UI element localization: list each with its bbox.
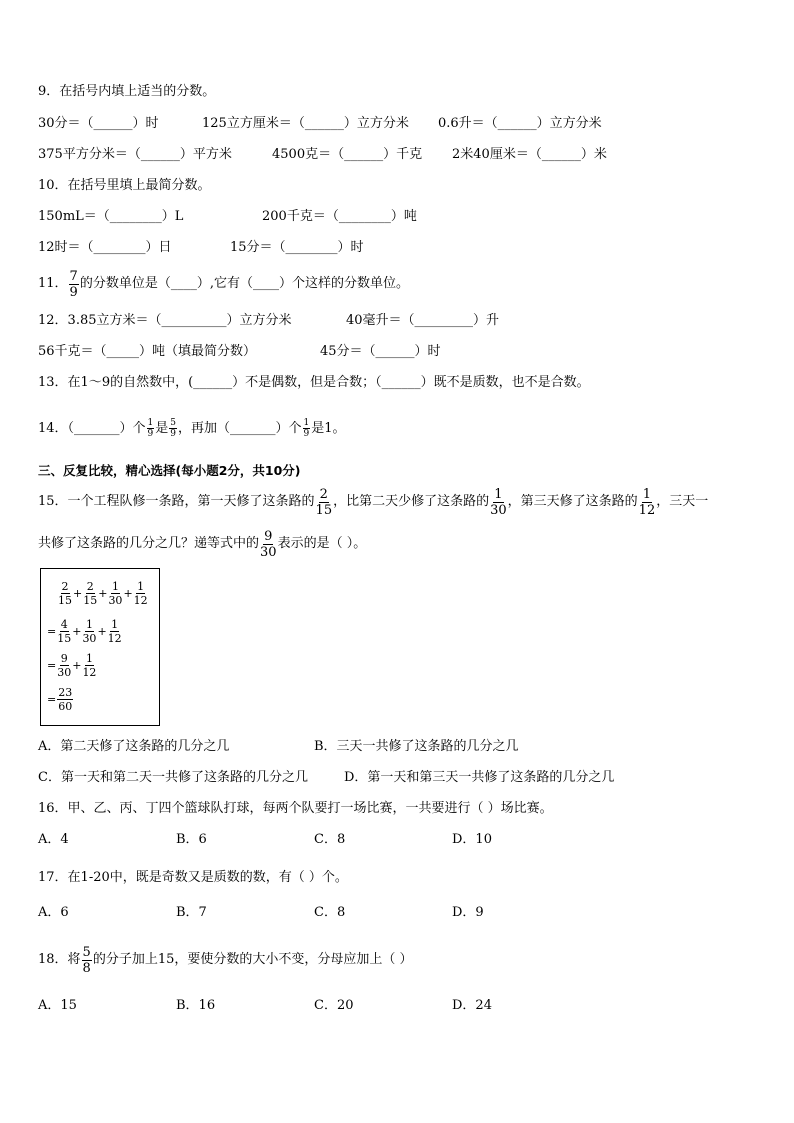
- q15-text: ，比第二天少修了这条路的: [333, 494, 490, 509]
- fraction: $\frac{23}{60}$: [58, 686, 73, 713]
- q15-text: 共修了这条路的几分之几？递等式中的: [38, 536, 260, 551]
- q9-item: 2米40厘米＝（______）米: [452, 147, 607, 162]
- plus-sign: +: [97, 625, 107, 638]
- option-a[interactable]: A．15: [38, 998, 77, 1013]
- plus-sign: +: [72, 625, 82, 638]
- section-title: 三、反复比较，精心选择(每小题2分，共10分): [38, 463, 301, 478]
- q10-title: 10．在括号里填上最简分数。: [38, 178, 211, 193]
- fraction: $\frac{1}{12}$: [638, 486, 656, 518]
- option-a[interactable]: A．6: [38, 905, 69, 920]
- fraction: $\frac{1}{30}$: [82, 618, 97, 645]
- q14-text: ，再加（_______）个: [178, 421, 302, 436]
- q15-line2: [38, 524, 366, 564]
- equals-sign: =: [47, 659, 57, 672]
- q11-text: 的分数单位是（____）,它有（____）个这样的分数单位。: [79, 276, 409, 291]
- q17: 17．在1-20中，既是奇数又是质数的数，有（ ）个。: [38, 870, 348, 885]
- q11-prefix: 11．: [38, 276, 68, 291]
- plus-sign: +: [123, 587, 133, 600]
- q11: [38, 264, 409, 304]
- q12-item: 45分＝（______）时: [320, 344, 441, 359]
- fraction: $\frac{1}{12}$: [133, 580, 148, 607]
- q9-item: 0.6升＝（______）立方分米: [438, 116, 602, 131]
- q15-text: ，第三天修了这条路的: [507, 494, 638, 509]
- option-b[interactable]: B．16: [176, 998, 216, 1013]
- option-d[interactable]: D．第一天和第三天一共修了这条路的几分之几: [344, 770, 615, 785]
- q15-text: ，三天一: [656, 494, 709, 509]
- q9-item: 375平方分米＝（______）平方米: [38, 147, 232, 162]
- q9-item: 4500克＝（______）千克: [272, 147, 423, 162]
- fraction: $\frac{9}{30}$: [57, 652, 72, 679]
- option-b[interactable]: B．7: [176, 905, 207, 920]
- option-a[interactable]: A．4: [38, 832, 69, 847]
- equals-sign: =: [47, 693, 57, 706]
- q14-text: 14．（_______）个: [38, 421, 146, 436]
- option-c[interactable]: C．8: [314, 905, 346, 920]
- option-a[interactable]: A．第二天修了这条路的几分之几: [38, 739, 230, 754]
- calc-row: [57, 581, 149, 606]
- calc-row: [47, 687, 74, 712]
- option-c[interactable]: C．第一天和第二天一共修了这条路的几分之几: [38, 770, 308, 785]
- fraction: $\frac{1}{12}$: [107, 618, 122, 645]
- fraction: $\frac{2}{15}$: [83, 580, 98, 607]
- q16: 16．甲、乙、丙、丁四个篮球队打球，每两个队要打一场比赛，一共要进行（ ）场比赛。: [38, 801, 553, 816]
- q18-text: 18．将: [38, 952, 81, 967]
- q15-text: 15．一个工程队修一条路，第一天修了这条路的: [38, 494, 315, 509]
- option-b[interactable]: B．三天一共修了这条路的几分之几: [314, 739, 519, 754]
- q12-item: 56千克＝（_____）吨（填最简分数）: [38, 344, 257, 359]
- q15-line1: [38, 482, 708, 522]
- fraction: $\frac{2}{15}$: [315, 486, 333, 518]
- fraction: $\frac{1}{30}$: [108, 580, 123, 607]
- option-d[interactable]: D．24: [452, 998, 492, 1013]
- q10-item: 200千克＝（________）吨: [262, 209, 417, 224]
- plus-sign: +: [98, 587, 108, 600]
- fraction: $\frac{1}{9}$: [147, 418, 154, 439]
- q10-item: 15分＝（________）时: [230, 240, 364, 255]
- q14: [38, 414, 346, 444]
- plus-sign: +: [73, 587, 83, 600]
- fraction: $\frac{1}{30}$: [490, 486, 507, 518]
- calculation-box: [40, 568, 160, 726]
- fraction: $\frac{4}{15}$: [57, 618, 72, 645]
- fraction: $\frac{9}{30}$: [260, 528, 277, 560]
- calc-row: [47, 619, 123, 644]
- q12-item: 12．3.85立方米＝（__________）立方分米: [38, 313, 292, 328]
- q9-item: 125立方厘米＝（______）立方分米: [202, 116, 409, 131]
- fraction: $\frac{1}{12}$: [82, 652, 97, 679]
- q14-text: 是: [155, 421, 169, 436]
- q18: [38, 940, 413, 980]
- option-c[interactable]: C．20: [314, 998, 354, 1013]
- q14-text: 是1。: [311, 421, 346, 436]
- plus-sign: +: [72, 659, 82, 672]
- equals-sign: =: [47, 625, 57, 638]
- q12-item: 40毫升＝（_________）升: [346, 313, 500, 328]
- option-d[interactable]: D．9: [452, 905, 484, 920]
- q13: 13．在1～9的自然数中，(______）不是偶数，但是合数；（______）既不是质数，也不是合数。: [38, 375, 590, 390]
- option-d[interactable]: D．10: [452, 832, 492, 847]
- fraction: $\frac{7}{9}$: [69, 268, 78, 300]
- calc-row: [47, 653, 97, 678]
- fraction: $\frac{1}{9}$: [303, 418, 310, 439]
- q10-item: 150mL＝（________）L: [38, 209, 184, 224]
- fraction: $\frac{2}{15}$: [58, 580, 72, 607]
- q18-text: 的分子加上15，要使分数的大小不变，分母应加上（ ）: [92, 952, 413, 967]
- q9-item: 30分＝（______）时: [38, 116, 159, 131]
- option-c[interactable]: C．8: [314, 832, 346, 847]
- q15-text: 表示的是（ ）。: [277, 536, 367, 551]
- q9-title: 9．在括号内填上适当的分数。: [38, 84, 216, 99]
- q10-item: 12时＝（________）日: [38, 240, 172, 255]
- fraction: $\frac{5}{8}$: [82, 944, 91, 976]
- option-b[interactable]: B．6: [176, 832, 207, 847]
- fraction: $\frac{5}{9}$: [170, 418, 177, 439]
